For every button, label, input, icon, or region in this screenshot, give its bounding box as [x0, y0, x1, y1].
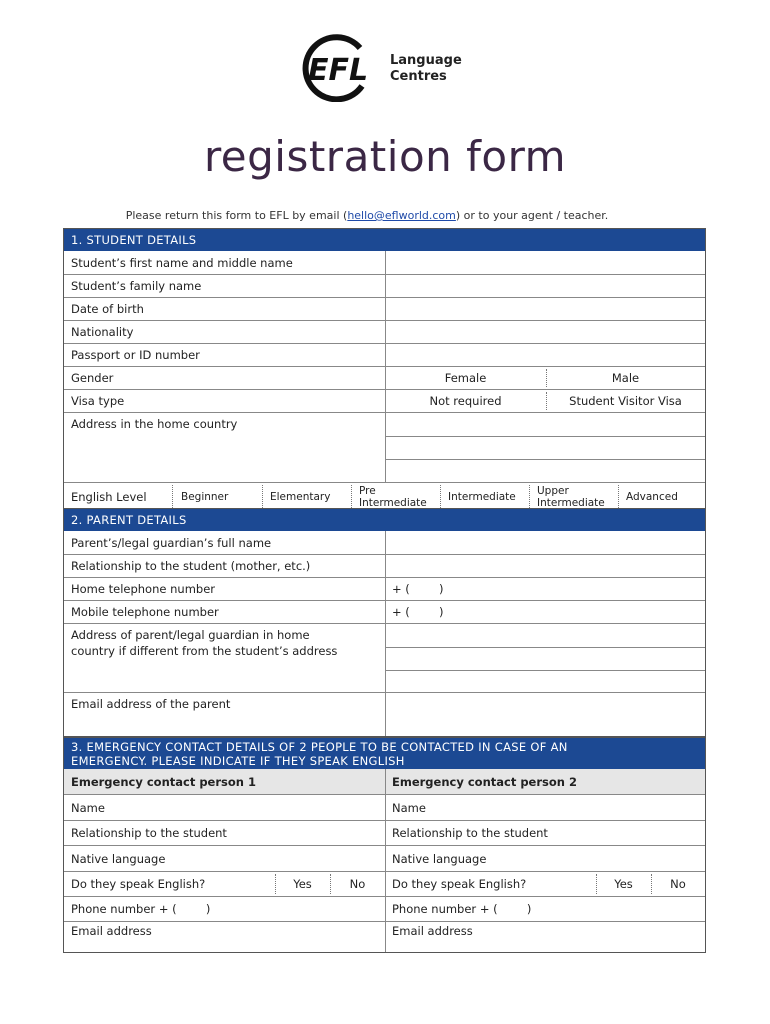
row-relationship: [64, 555, 705, 578]
row-nationality: [64, 321, 705, 344]
row-contact-name: [64, 795, 705, 821]
contact1-heading: Emergency contact person 1: [71, 774, 256, 789]
emergency-contacts-table: [63, 737, 706, 953]
row-contact-language: [64, 846, 705, 872]
contact2-phone[interactable]: Phone number + ( ): [392, 902, 532, 916]
contact1-email[interactable]: Email address: [71, 924, 152, 938]
input-parent-address-1[interactable]: [385, 624, 705, 648]
level-pre-intermediate[interactable]: Pre Intermediate: [359, 484, 427, 509]
input-parent-address-3[interactable]: [385, 670, 705, 692]
row-visa: [64, 390, 705, 413]
section3-header-line1: 3. EMERGENCY CONTACT DETAILS OF 2 PEOPLE TO BE CONTACTED IN CASE OF AN: [71, 739, 568, 754]
row-contact-headers: [64, 769, 705, 795]
row-passport: [64, 344, 705, 367]
row-english-level: [64, 483, 705, 510]
row-parent-address: [64, 624, 705, 693]
input-nationality[interactable]: [385, 321, 705, 343]
label-gender: Gender: [71, 371, 114, 385]
contact1-relationship[interactable]: Relationship to the student: [71, 826, 227, 840]
label-dob: Date of birth: [71, 302, 144, 316]
level-upper-intermediate[interactable]: Upper Intermediate: [537, 484, 605, 509]
intro-after: ) or to your agent / teacher.: [455, 209, 609, 222]
row-family-name: [64, 275, 705, 298]
contact2-no[interactable]: No: [670, 877, 686, 891]
row-dob: [64, 298, 705, 321]
contact2-name[interactable]: Name: [392, 800, 426, 815]
contact2-email[interactable]: Email address: [392, 924, 473, 938]
input-passport[interactable]: [385, 344, 705, 366]
label-english-level: English Level: [71, 489, 147, 504]
row-first-name: [64, 251, 705, 275]
level-elementary[interactable]: Elementary: [270, 490, 331, 503]
label-parent-address: [64, 624, 385, 692]
option-not-required[interactable]: Not required: [429, 394, 502, 408]
contact1-language[interactable]: Native language: [71, 851, 166, 866]
logo-mark: EFL: [308, 53, 369, 88]
parent-details-table: [63, 508, 706, 737]
contact2-yes[interactable]: Yes: [614, 877, 633, 891]
contact1-name[interactable]: Name: [71, 800, 105, 815]
input-mobile-phone[interactable]: + ( ): [392, 605, 444, 619]
input-address-3[interactable]: [385, 459, 705, 482]
input-address-2[interactable]: [385, 436, 705, 460]
section2-header: 2. PARENT DETAILS: [64, 509, 705, 531]
label-parent-email: Email address of the parent: [71, 697, 231, 711]
input-home-phone[interactable]: + ( ): [392, 582, 444, 596]
row-contact-english: [64, 872, 705, 897]
input-family-name[interactable]: [385, 275, 705, 297]
option-female[interactable]: Female: [444, 371, 487, 385]
page-title: registration form: [203, 132, 567, 181]
row-contact-relationship: [64, 821, 705, 846]
contact2-speak-english: Do they speak English?: [392, 877, 527, 891]
input-parent-email[interactable]: [385, 693, 705, 736]
efl-logo: [300, 34, 480, 102]
option-student-visa[interactable]: Student Visitor Visa: [569, 394, 682, 408]
contact2-heading: Emergency contact person 2: [392, 774, 577, 789]
input-parent-name[interactable]: [385, 531, 705, 554]
row-address: [64, 413, 705, 483]
section3-header: [64, 738, 705, 769]
row-contact-phone: [64, 897, 705, 922]
section3-header-line2: EMERGENCY. PLEASE INDICATE IF THEY SPEAK ENGLISH: [71, 753, 405, 768]
row-mobile-phone: [64, 601, 705, 624]
label-visa: Visa type: [71, 394, 125, 408]
intro-before: Please return this form to EFL by email (: [125, 209, 348, 222]
student-details-table: [63, 228, 706, 510]
label-relationship: Relationship to the student (mother, etc.): [71, 559, 311, 573]
contact1-phone[interactable]: Phone number + ( ): [71, 902, 211, 916]
level-beginner[interactable]: Beginner: [181, 490, 229, 503]
label-parent-address-line2: country if different from the student’s address: [71, 644, 338, 658]
contact1-yes[interactable]: Yes: [293, 877, 312, 891]
intro-text: [0, 209, 734, 222]
label-mobile-phone: Mobile telephone number: [71, 605, 219, 619]
input-first-name[interactable]: [385, 251, 705, 274]
email-link[interactable]: hello@eflworld.com: [347, 209, 456, 222]
option-male[interactable]: Male: [611, 371, 640, 385]
input-relationship[interactable]: [385, 555, 705, 577]
contact2-relationship[interactable]: Relationship to the student: [392, 826, 548, 840]
efl-logo-icon: [300, 34, 480, 102]
logo-line2: Centres: [390, 69, 447, 84]
row-parent-name: [64, 531, 705, 555]
row-contact-email: [64, 922, 705, 952]
level-advanced[interactable]: Advanced: [626, 490, 678, 503]
label-first-name: Student’s first name and middle name: [71, 255, 293, 270]
section1-header: 1. STUDENT DETAILS: [64, 229, 705, 251]
contact1-no[interactable]: No: [349, 877, 366, 891]
label-home-phone: Home telephone number: [71, 582, 215, 596]
input-address-1[interactable]: [385, 413, 705, 437]
label-family-name: Student’s family name: [71, 279, 202, 293]
row-gender: [64, 367, 705, 390]
row-home-phone: [64, 578, 705, 601]
level-intermediate[interactable]: Intermediate: [448, 490, 516, 503]
contact2-language[interactable]: Native language: [392, 851, 487, 866]
contact1-speak-english: Do they speak English?: [71, 877, 206, 891]
label-passport: Passport or ID number: [71, 348, 200, 362]
input-parent-address-2[interactable]: [385, 647, 705, 671]
label-parent-address-line1: Address of parent/legal guardian in home: [71, 628, 310, 642]
row-parent-email: [64, 693, 705, 736]
label-address: Address in the home country: [71, 417, 238, 431]
logo-line1: Language: [390, 53, 462, 68]
input-dob[interactable]: [385, 298, 705, 320]
label-parent-name: Parent’s/legal guardian’s full name: [71, 535, 272, 550]
label-nationality: Nationality: [71, 325, 134, 339]
